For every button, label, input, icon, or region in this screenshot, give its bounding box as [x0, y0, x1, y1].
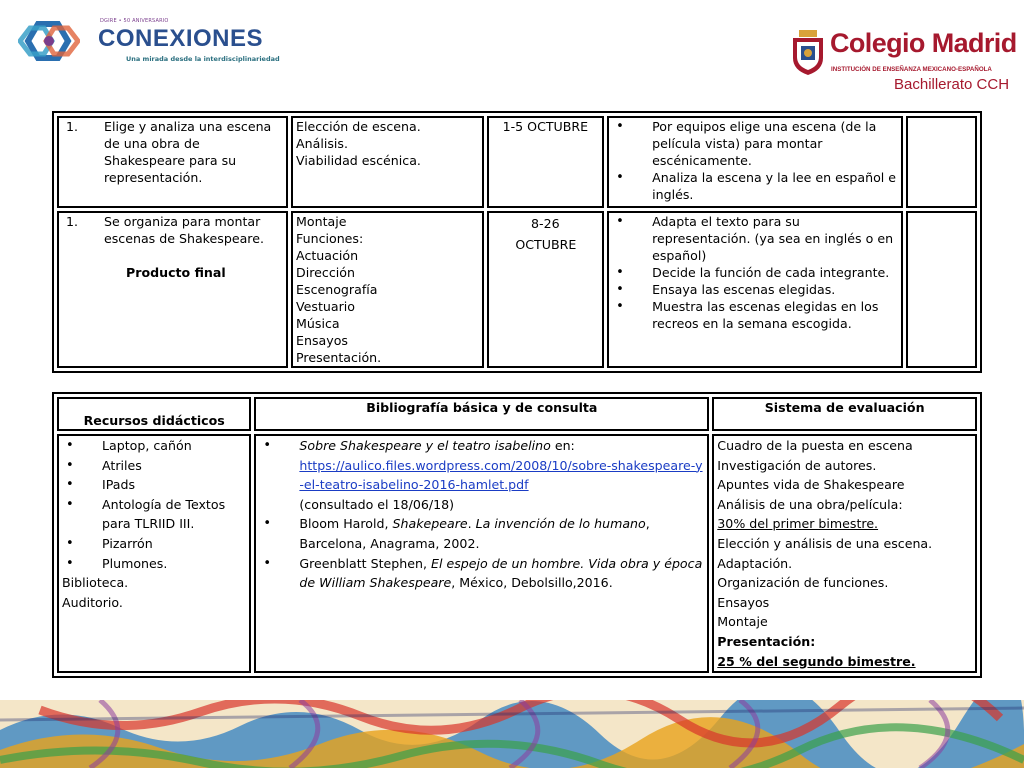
activity-item: • Muestra las escenas elegidas en los recreos en la semana escogida.: [612, 298, 898, 332]
school-program: Bachillerato CCH: [894, 76, 1010, 93]
evaluation-cell: [712, 434, 977, 673]
activity-item: • Adapta el texto para su representación. (ya sea en inglés o en español): [612, 213, 898, 264]
school-crest-icon: [790, 30, 826, 76]
activity-item: • Analiza la escena y la lee en español e inglés.: [612, 169, 898, 203]
date-text: 1-5 OCTUBRE: [502, 119, 589, 134]
resources-table: [52, 392, 982, 678]
final-product-label: Producto final: [126, 265, 226, 280]
resource-plain-item: Biblioteca.: [62, 575, 129, 591]
evaluation-item: 25 % del segundo bimestre.: [717, 653, 916, 669]
evaluation-header: Sistema de evaluación: [712, 397, 977, 431]
table-row: [57, 211, 977, 368]
activities-cell: [607, 211, 903, 368]
topic-item: Análisis.: [296, 136, 348, 151]
bib-publisher: , Barcelona, Anagrama, 2002.: [299, 516, 650, 551]
bib-title: Sobre Shakespeare y el teatro isabelino: [299, 438, 551, 453]
bib-publisher: , México, Debolsillo,2016.: [451, 575, 613, 591]
evaluation-item: Ensayos: [717, 594, 770, 610]
evaluation-item: 30% del primer bimestre.: [717, 516, 879, 532]
topic-item: Viabilidad escénica.: [296, 153, 421, 168]
evaluation-item: Investigación de autores.: [717, 457, 877, 473]
school-name: Colegio Madrid: [830, 28, 1017, 58]
evaluation-item: Apuntes vida de Shakespeare: [717, 477, 905, 493]
topic-item: Actuación: [296, 248, 359, 263]
school-institution: INSTITUCIÓN DE ENSEÑANZA MEXICANO-ESPAÑOLA: [831, 66, 992, 73]
learning-text: Elige y analiza una escena de una obra de Shakespeare para su representación.: [104, 119, 272, 185]
date-cell: [487, 211, 605, 368]
evaluation-item: Presentación:: [717, 633, 816, 649]
planning-table: [52, 111, 982, 373]
conexiones-emblem-icon: [18, 16, 80, 66]
bib-title: Shakepeare: [392, 516, 468, 532]
item-number: 1.: [66, 119, 79, 134]
activities-cell: [607, 116, 903, 208]
evaluation-list: [717, 436, 972, 671]
topic-item: Escenografía: [296, 282, 378, 297]
bibliography-item: [259, 436, 704, 514]
resource-item: • Pizarrón: [62, 534, 246, 554]
bib-author: Greenblatt Stephen,: [299, 555, 431, 571]
bib-subtitle: La invención de lo humano: [475, 516, 646, 532]
resource-item: • IPads: [62, 475, 246, 495]
table-row: [57, 116, 977, 208]
learning-cell: [57, 211, 288, 368]
resources-header: Recursos didácticos: [57, 397, 251, 431]
topic-item: Montaje: [296, 214, 347, 229]
evaluation-item: Análisis de una obra/película:: [717, 496, 903, 512]
topic-item: Funciones:: [296, 231, 364, 246]
date-cell: [487, 116, 605, 208]
bibliography-item: [259, 514, 704, 553]
activity-item: • Ensaya las escenas elegidas.: [612, 281, 898, 298]
conexiones-wordmark: CONEXIONES: [98, 25, 264, 52]
topic-item: Música: [296, 316, 340, 331]
table-header-row: [57, 397, 977, 431]
resource-item: • Antología de Textos para TLRIID III.: [62, 495, 246, 534]
date-text: 8-26 OCTUBRE: [515, 216, 577, 252]
resource-item: • Plumones.: [62, 554, 246, 574]
conexiones-tagline: Una mirada desde la interdisciplinariedad: [126, 55, 280, 63]
empty-cell: [906, 211, 977, 368]
empty-cell: [906, 116, 977, 208]
resources-cell: [57, 434, 251, 673]
resource-item: • Atriles: [62, 456, 246, 476]
evaluation-item: Elección y análisis de una escena.: [717, 535, 933, 551]
topic-item: Elección de escena.: [296, 119, 421, 134]
learning-cell: [57, 116, 288, 208]
resource-plain-item: Auditorio.: [62, 594, 123, 610]
anniversary-text: DGIRE • 50 ANIVERSARIO: [100, 18, 169, 24]
decorative-watercolor-banner: [0, 700, 1024, 768]
topic-item: Dirección: [296, 265, 355, 280]
conexiones-logo: [18, 14, 280, 70]
evaluation-item: Montaje: [717, 614, 768, 630]
topics-cell: [291, 211, 484, 368]
bibliography-header: Bibliografía básica y de consulta: [254, 397, 709, 431]
evaluation-item: Cuadro de la puesta en escena: [717, 438, 913, 453]
learning-text: Se organiza para montar escenas de Shakespeare.: [104, 214, 264, 246]
colegio-madrid-logo: [786, 24, 1017, 98]
bib-author: Bloom Harold,: [299, 516, 393, 532]
activity-item: • Decide la función de cada integrante.: [612, 264, 898, 281]
evaluation-item: Organización de funciones.: [717, 575, 889, 591]
bib-consulted: (consultado el 18/06/18): [299, 496, 455, 512]
bibliography-cell: [254, 434, 709, 673]
topic-item: Ensayos: [296, 333, 348, 348]
table-row: [57, 434, 977, 673]
topic-item: Presentación.: [296, 350, 382, 365]
bib-title: El espejo de un hombre. Vida obra y época de William Shakespeare: [299, 555, 703, 591]
topics-cell: [291, 116, 484, 208]
resource-item: • Laptop, cañón: [62, 436, 246, 456]
item-number: 1.: [66, 214, 79, 229]
activity-item: • Por equipos elige una escena (de la película vista) para montar escénicamente.: [612, 118, 898, 169]
bib-text: en:: [550, 438, 575, 453]
evaluation-item: Adaptación.: [717, 555, 793, 571]
bibliography-link[interactable]: https://aulico.files.wordpress.com/2008/10/sobre-shakespeare-y-el-teatro-isabelino-2016-hamlet.pdf: [299, 457, 703, 493]
bibliography-item: [259, 554, 704, 593]
topic-item: Vestuario: [296, 299, 356, 314]
bib-text: .: [467, 516, 476, 532]
